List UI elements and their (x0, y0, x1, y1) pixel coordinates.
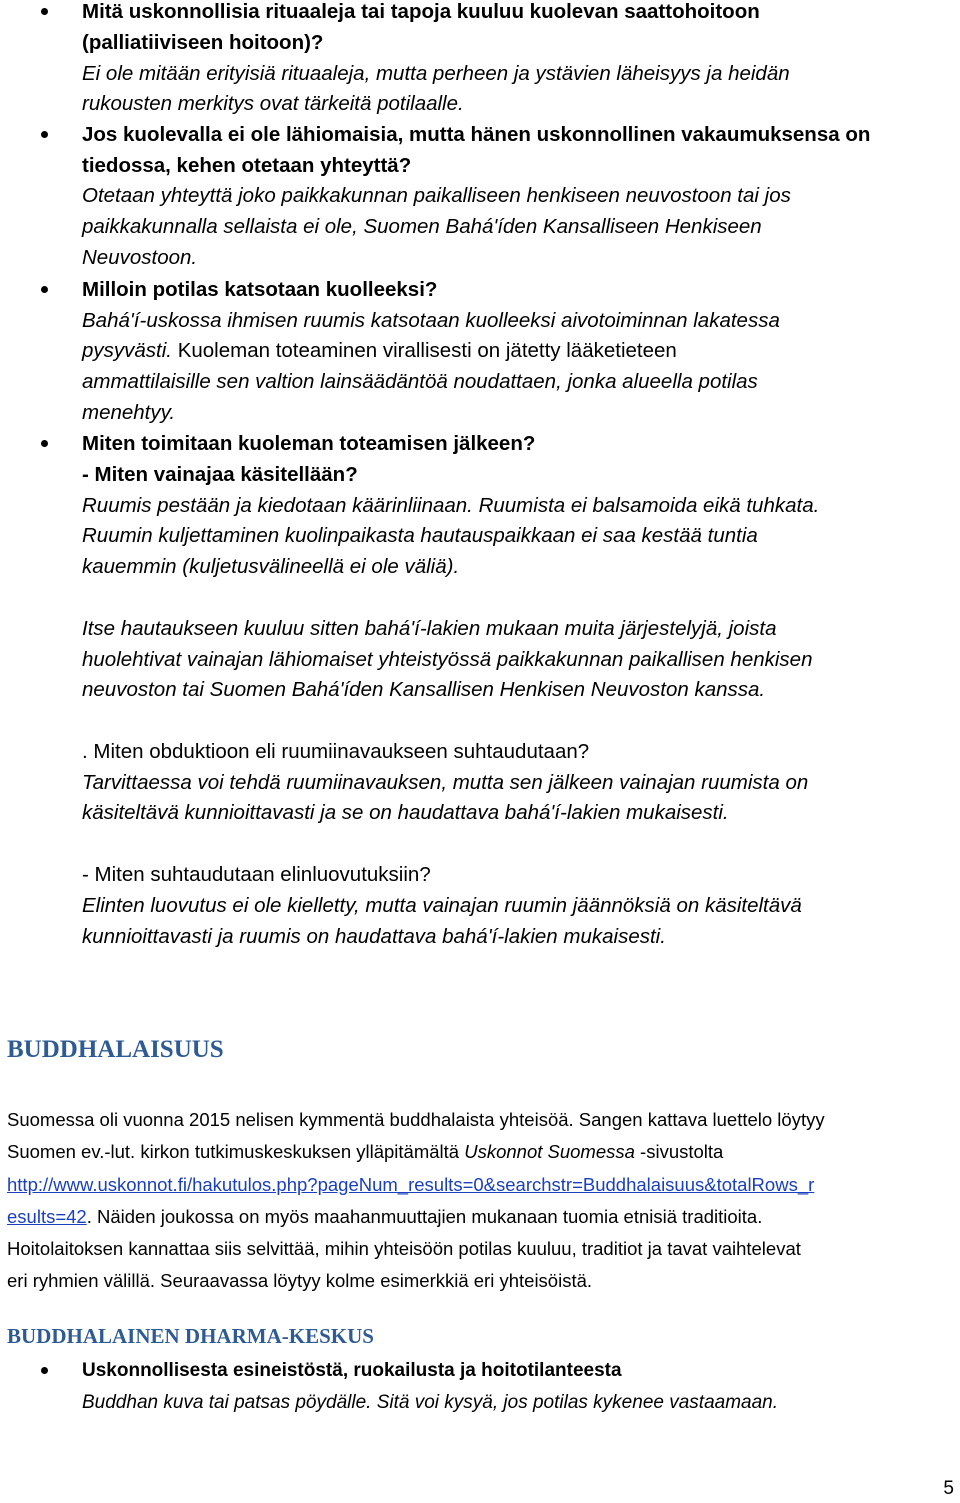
answer-rituals-cont: rukousten merkitys ovat tärkeitä potilaalle. (82, 92, 464, 115)
buddhism-paragraph-cont (7, 1140, 723, 1164)
answer-no-relatives-cont: paikkakunnalla sellaista ei ole, Suomen Bahá'íden Kansalliseen Henkiseen (82, 215, 762, 238)
question-organ-donation: - Miten suhtaudutaan elinluovutuksiin? (82, 863, 431, 886)
question-objects-food-care: Uskonnollisesta esineistöstä, ruokailusta ja hoitotilanteesta (82, 1360, 622, 1381)
page-number: 5 (943, 1478, 954, 1499)
question-autopsy: . Miten obduktioon eli ruumiinavaukseen suhtaudutaan? (82, 740, 590, 763)
bullet-icon (41, 8, 48, 15)
question-no-relatives-cont: tiedossa, kehen otetaan yhteyttä? (82, 154, 412, 177)
bullet-icon (41, 1367, 48, 1374)
buddhism-text-c: -sivustolta (634, 1141, 724, 1162)
answer-death-cont2: ammattilaisille sen valtion lainsäädäntöä noudattaen, jonka alueella potilas (82, 370, 758, 393)
website-name: Uskonnot Suomessa (464, 1141, 635, 1162)
section-heading-dharma: BUDDHALAINEN DHARMA-KESKUS (7, 1324, 374, 1348)
buddhism-paragraph-end: eri ryhmien välillä. Seuraavassa löytyy kolme esimerkkiä eri yhteisöistä. (7, 1270, 593, 1291)
answer-autopsy: Tarvittaessa voi tehdä ruumiinavauksen, mutta sen jälkeen vainajan ruumista on (82, 771, 809, 794)
burial-paragraph-cont: huolehtivat vainajan lähiomaiset yhteistyössä paikkakunnan paikallisen henkisen (82, 648, 813, 671)
burial-paragraph-end: neuvoston tai Suomen Bahá'íden Kansallisen Henkisen Neuvoston kanssa. (82, 678, 766, 701)
answer-organ-donation: Elinten luovutus ei ole kielletty, mutta vainajan ruumin jäännöksiä on käsiteltävä (82, 894, 802, 917)
bullet-icon (41, 440, 48, 447)
question-body-handling: - Miten vainajaa käsitellään? (82, 463, 358, 486)
burial-paragraph: Itse hautaukseen kuuluu sitten bahá'í-lakien mukaan muita järjestelyjä, joista (82, 617, 777, 640)
question-no-relatives: Jos kuolevalla ei ole lähiomaisia, mutta hänen uskonnollinen vakaumuksensa on (82, 123, 871, 146)
answer-death-italic: pysyvästi. (82, 339, 172, 362)
answer-death-cont (82, 339, 677, 363)
buddhism-paragraph-link-end (7, 1205, 762, 1229)
answer-body-handling-end: kauemmin (kuljetusvälineellä ei ole väliä). (82, 555, 460, 578)
buddhism-paragraph: Suomessa oli vuonna 2015 nelisen kymmentä buddhalaista yhteisöä. Sangen kattava luettelo löytyy (7, 1109, 825, 1130)
answer-body-handling: Ruumis pestään ja kiedotaan käärinliinaan. Ruumista ei balsamoida eikä tuhkata. (82, 494, 820, 517)
question-after-death: Miten toimitaan kuoleman toteamisen jälkeen? (82, 432, 536, 455)
answer-objects-food-care: Buddhan kuva tai patsas pöydälle. Sitä voi kysyä, jos potilas kykenee vastaamaan. (82, 1392, 779, 1413)
buddhism-paragraph-advice: Hoitolaitoksen kannattaa siis selvittää, mihin yhteisöön potilas kuuluu, traditiot ja tavat vaihtelevat (7, 1238, 801, 1259)
answer-no-relatives-end: Neuvostoon. (82, 246, 198, 269)
bullet-icon (41, 131, 48, 138)
buddhism-text-rest: . Näiden joukossa on myös maahanmuuttajien mukanaan tuomia etnisiä traditioita. (86, 1206, 763, 1227)
answer-body-handling-cont: Ruumin kuljettaminen kuolinpaikasta hautauspaikkaan ei saa kestää tuntia (82, 524, 758, 547)
bullet-icon (41, 286, 48, 293)
answer-rituals: Ei ole mitään erityisiä rituaaleja, mutta perheen ja ystävien läheisyys ja heidän (82, 62, 790, 85)
section-heading-buddhism: BUDDHALAISUUS (7, 1036, 224, 1063)
uskonnot-link-cont[interactable]: esults=42 (7, 1206, 87, 1227)
answer-death: Bahá'í-uskossa ihmisen ruumis katsotaan kuolleeksi aivotoiminnan lakatessa (82, 309, 780, 332)
buddhism-text-a: Suomen ev.-lut. kirkon tutkimuskeskuksen ylläpitämältä (7, 1141, 465, 1162)
uskonnot-link[interactable]: http://www.uskonnot.fi/hakutulos.php?pageNum_results=0&searchstr=Buddhalaisuus&totalRows_r (7, 1174, 815, 1195)
answer-death-end: menehtyy. (82, 401, 176, 424)
answer-death-normal: Kuoleman toteaminen virallisesti on jätetty lääketieteen (172, 339, 677, 362)
answer-organ-donation-cont: kunnioittavasti ja ruumis on haudattava bahá'í-lakien mukaisesti. (82, 925, 666, 948)
answer-no-relatives: Otetaan yhteyttä joko paikkakunnan paikalliseen henkiseen neuvostoon tai jos (82, 184, 791, 207)
question-rituals: Mitä uskonnollisia rituaaleja tai tapoja kuuluu kuolevan saattohoitoon (82, 0, 760, 23)
question-death: Milloin potilas katsotaan kuolleeksi? (82, 278, 438, 301)
question-rituals-cont: (palliatiiviseen hoitoon)? (82, 31, 324, 54)
answer-autopsy-cont: käsiteltävä kunnioittavasti ja se on haudattava bahá'í-lakien mukaisesti. (82, 801, 729, 824)
